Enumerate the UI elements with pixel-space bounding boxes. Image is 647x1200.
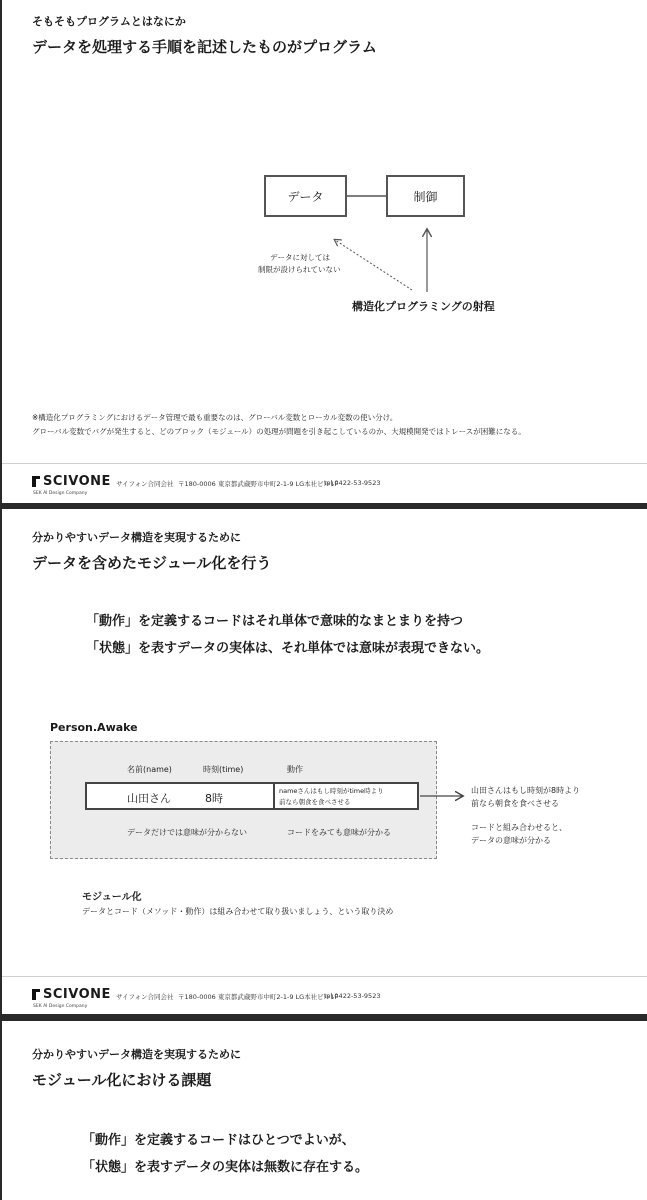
footer-company: サイフォン合同会社 [116,480,174,488]
footer-address: 〒180-0006 東京都武蔵野市中町2-1-9 LG本社ビル1F [178,480,339,488]
company-logo: SCIVONE [32,474,111,489]
note-data-only: データだけでは意味が分からない [127,828,247,837]
col-time-label: 時刻(time) [203,765,244,774]
slide-title: データを処理する手順を記述したものがプログラム [32,38,377,56]
note-code: コードをみても意味が分かる [287,828,391,837]
footer-address: 〒180-0006 東京都武蔵野市中町2-1-9 LG本社ビル1F [178,993,339,1001]
slide-footer [2,976,647,1014]
company-logo: SCIVONE [32,987,111,1002]
value-name: 山田さん [127,792,171,805]
note-line-1: データに対しては [270,253,330,262]
dotted-arrow [335,240,412,290]
footnote-line-2: グローバル変数でバグが発生すると、どのブロック（モジュール）の処理が問題を引き起こしているのか、大規模開発ではトレースが困難になる。 [32,427,526,436]
footer-tel: tel.0422-53-9523 [324,992,381,1000]
logo-mark-icon [32,989,40,1000]
slide-title: データを含めたモジュール化を行う [32,554,272,572]
lead-line-1: 「動作」を定義するコードはひとつでよいが、 [82,1133,355,1148]
slide-subtitle: 分かりやすいデータ構造を実現するために [32,1048,241,1061]
slide-subtitle: そもそもプログラムとはなにか [32,15,186,28]
logo-tagline: SEK AI Design Company [33,1004,88,1009]
slide-1 [2,0,647,503]
footer-tel: tel.0422-53-9523 [324,479,381,487]
combine-line-1: コードと組み合わせると、 [471,823,567,832]
module-heading: モジュール化 [82,892,142,903]
col-action-label: 動作 [287,765,303,774]
lead-line-1: 「動作」を定義するコードはそれ単体で意味的なまとまりを持つ [86,614,464,629]
combine-line-2: データの意味が分かる [471,836,551,845]
note-line-2: 制限が設けられていない [258,265,341,274]
diagram-caption: 構造化プログラミングの射程 [352,300,495,313]
class-name: Person.Awake [50,721,138,734]
footnote-line-1: ※構造化プログラミングにおけるデータ管理で最も重要なのは、グローバル変数とローカル変数の使い分け。 [32,413,398,422]
slide-2 [2,509,647,1014]
logo-tagline: SEK AI Design Company [33,491,88,496]
module-description: データとコード（メソッド・動作）は組み合わせて取り扱いましょう、という取り決め [82,907,394,916]
data-box: データ [264,175,347,217]
value-action-line-2: 前なら朝食を食べさせる [279,798,351,806]
result-line-2: 前なら朝食を食べさせる [471,799,559,808]
footer-company: サイフォン合同会社 [116,993,174,1001]
result-line-1: 山田さんはもし時刻が8時より [471,786,581,795]
lead-line-2: 「状態」を表すデータの実体は、それ単体では意味が表現できない。 [86,641,490,656]
logo-mark-icon [32,476,40,487]
value-time: 8時 [205,792,223,805]
lead-line-2: 「状態」を表すデータの実体は無数に存在する。 [82,1160,369,1175]
result-arrow [2,509,647,1014]
col-name-label: 名前(name) [127,765,172,774]
control-box: 制御 [386,175,465,217]
value-action-line-1: nameさんはもし時刻がtime時より [279,787,384,795]
slide-title: モジュール化における課題 [32,1071,212,1089]
slide-footer [2,463,647,503]
slide-subtitle: 分かりやすいデータ構造を実現するために [32,531,241,544]
slide-3 [2,1021,647,1200]
